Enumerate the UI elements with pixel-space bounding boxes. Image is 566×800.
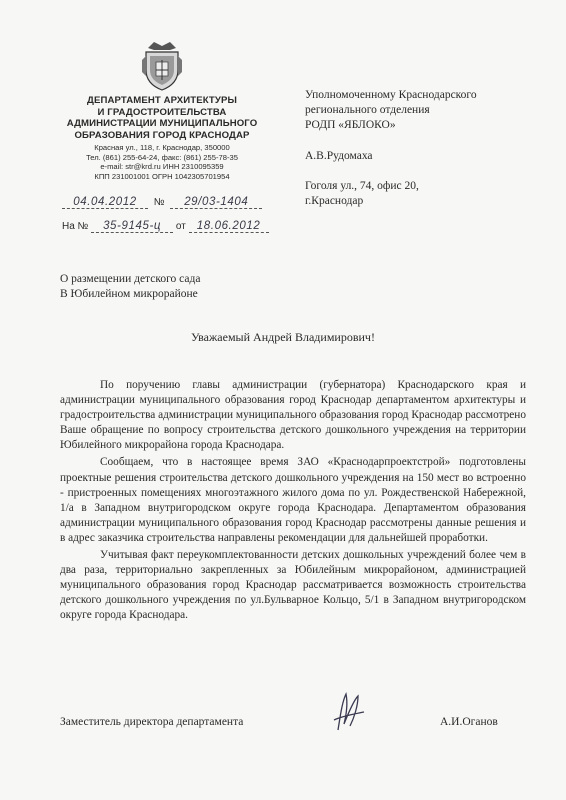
outgoing-registration	[62, 196, 262, 209]
contact-line: Тел. (861) 255-64-24, факс: (861) 255-78-35	[86, 152, 238, 162]
letter-subject	[60, 272, 200, 302]
outgoing-date: 04.04.2012	[62, 196, 148, 209]
krasnodar-coat-of-arms-icon	[140, 40, 184, 92]
department-line: АДМИНИСТРАЦИИ МУНИЦИПАЛЬНОГО	[66, 118, 258, 129]
outgoing-number: 29/03-1404	[170, 196, 262, 209]
contact-line: e-mail: str@krd.ru ИНН 2310095359	[100, 162, 224, 172]
signer-title: Заместитель директора департамента	[60, 716, 244, 728]
recipient-line: РОДП «ЯБЛОКО»	[305, 119, 396, 132]
signer-name: А.И.Оганов	[440, 716, 498, 728]
department-line: И ГРАДОСТРОИТЕЛЬСТВА	[97, 106, 227, 118]
reference-number: 35-9145-ц	[91, 220, 173, 233]
body-paragraph: Учитывая факт переукомплектованности детских дошкольных учреждений более чем в два раза, территориально закрепленных за Юбилейным микрорайоном, администрацией муниципального образования город Краснодар рассматривается возможность строительства детского дошкольного учреждения по ул.Бульварное Кольцо, 5/1 в Западном внутригородском округе города Краснодара.	[60, 549, 526, 622]
incoming-reference	[62, 220, 269, 233]
reference-prefix: На №	[62, 221, 89, 232]
recipient-name: А.В.Рудомаха	[305, 149, 373, 162]
recipient-line: Уполномоченному Краснодарского	[305, 89, 477, 101]
reference-from: от	[175, 221, 186, 232]
recipient-line: регионального отделения	[305, 104, 430, 117]
department-line: ОБРАЗОВАНИЯ ГОРОД КРАСНОДАР	[74, 129, 250, 141]
contact-line: КПП 231001001 ОГРН 1042305701954	[94, 171, 230, 181]
reference-date: 18.06.2012	[189, 220, 269, 233]
recipient-address-line: г.Краснодар	[305, 195, 364, 208]
recipient-block	[305, 88, 477, 209]
handwritten-signature	[328, 690, 368, 734]
letter-body	[60, 378, 526, 626]
department-line: ДЕПАРТАМЕНТ АРХИТЕКТУРЫ	[87, 95, 237, 106]
number-sign: №	[153, 197, 165, 208]
subject-line: В Юбилейном микрорайоне	[60, 288, 198, 300]
body-paragraph: По поручению главы администрации (губернатора) Краснодарского края и администрации муниципального образования город Краснодар департаментом архитектуры и градостроительства администрации муниципального образования город Краснодар рассмотрено Ваше обращение по вопросу строительства детского дошкольного учреждения на территории Юбилейного микрорайона города Краснодара.	[60, 379, 526, 452]
body-paragraph: Сообщаем, что в настоящее время ЗАО «Краснодарпроектстрой» подготовлены проектные решения строительства детского дошкольного учреждения на 150 мест во встроенно - пристроенных помещениях многоэтажного жилого дома по ул. Рождественской Набережной, 1/а в Западном внутригородском округе города Краснодара. Департаментом образования администрации муниципального образования город Краснодар рассмотрены данные решения и в адрес заказчика строительства направлены рекомендации для дальнейшей проработки.	[60, 456, 526, 544]
greeting: Уважаемый Андрей Владимирович!	[191, 330, 375, 344]
department-name	[62, 95, 262, 141]
department-contacts	[62, 143, 262, 181]
subject-line: О размещении детского сада	[60, 273, 201, 285]
recipient-address-line: Гоголя ул., 74, офис 20,	[305, 179, 419, 192]
contact-line: Красная ул., 118, г. Краснодар, 350000	[94, 143, 230, 152]
